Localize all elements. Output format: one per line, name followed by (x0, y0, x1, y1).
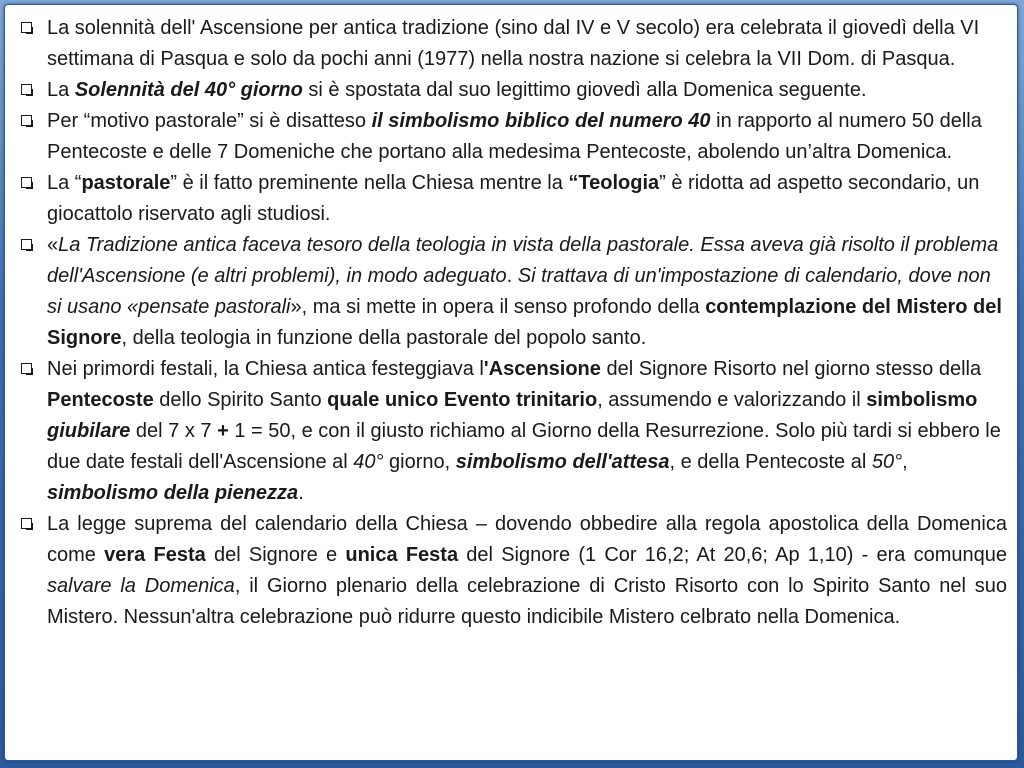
italic-text: 50° (871, 451, 903, 473)
checkbox-bullet-icon (21, 363, 32, 374)
list-item (15, 168, 1007, 230)
bullet-text: La “ (47, 172, 82, 194)
checkbox-bullet-icon (21, 115, 32, 126)
bullet-text: in rapporto al numero 50 della Pentecoste e delle 7 Domeniche che portano alla medesima Pentecoste, abolendo un’altra Domenica. (47, 110, 982, 163)
bold-text: unica Festa (345, 544, 459, 566)
bullet-text: del Signore Risorto nel giorno stesso della (600, 358, 982, 380)
list-item (15, 106, 1007, 168)
italic-text: 40° (353, 451, 384, 473)
bullet-text: , il Giorno plenario della celebrazione di Cristo Risorto con lo Spirito Santo nel suo Mistero. Nessun'altra celebrazione può ridurre questo indicibile Mistero celbrato nella Domenica. (47, 575, 1008, 628)
bold-text: 'Ascensione (483, 358, 601, 380)
list-item (15, 75, 1007, 106)
bullet-text: del Signore e (205, 544, 346, 566)
bold-text: Pentecoste (47, 389, 154, 411)
bold-text: contemplazione del Mistero del Signore (47, 296, 1002, 349)
bold-text: “Teologia (568, 172, 660, 194)
bullet-text: . (506, 265, 518, 287)
emphasis-text: Solennità del 40° giorno (74, 79, 303, 101)
bullet-text: , (902, 451, 908, 473)
emphasis-text: giubilare (47, 420, 131, 442)
emphasis-text: simbolismo della pienezza (47, 482, 299, 504)
bullet-text: , della teologia in funzione della pastorale del popolo santo. (121, 327, 647, 349)
list-item (15, 354, 1007, 509)
bullet-text: giorno, (383, 451, 456, 473)
bold-text: quale unico Evento trinitario (327, 389, 598, 411)
bullet-text: ” è il fatto preminente nella Chiesa mentre la (170, 172, 569, 194)
bullet-text: La legge suprema del calendario della Chiesa – dovendo obbedire alla regola apostolica della Domenica come (47, 513, 1007, 566)
checkbox-bullet-icon (21, 22, 32, 33)
italic-text: Si trattava di un'impostazione di calendario, dove non si usano «pensate pastorali (47, 265, 991, 318)
italic-text: salvare la Domenica (47, 575, 235, 597)
bullet-text: , assumendo e valorizzando il (597, 389, 867, 411)
bullet-text: Nei primordi festali, la Chiesa antica festeggiava l (47, 358, 484, 380)
list-item (15, 13, 1007, 75)
checkbox-bullet-icon (21, 518, 32, 529)
bullet-text: del Signore (1 Cor 16,2; At 20,6; Ap 1,10) - era comunque (458, 544, 1007, 566)
checkbox-bullet-icon (21, 84, 32, 95)
list-item (15, 509, 1007, 633)
bullet-text: 1 = 50, e con il giusto richiamo al Giorno della Resurrezione. Solo più tardi si ebbero le due date festali dell'Ascensione al (47, 420, 1001, 473)
bold-text: vera Festa (104, 544, 206, 566)
bullet-text: dello Spirito Santo (153, 389, 328, 411)
bullet-text: La (47, 79, 75, 101)
bullet-list (15, 13, 1007, 633)
bullet-text: , e della Pentecoste al (669, 451, 872, 473)
list-item (15, 230, 1007, 354)
bullet-text: « (47, 234, 59, 256)
bullet-text: La solennità dell' Ascensione per antica tradizione (sino dal IV e V secolo) era celebrata il giovedì della VI settimana di Pasqua e solo da pochi anni (1977) nella nostra nazione si celebra la VII Dom. di Pasqua. (47, 17, 980, 70)
emphasis-text: simbolismo dell'attesa (455, 451, 670, 473)
checkbox-bullet-icon (21, 177, 32, 188)
bold-text: simbolismo (866, 389, 978, 411)
checkbox-bullet-icon (21, 239, 32, 250)
bullet-text: del 7 x 7 (130, 420, 218, 442)
emphasis-text: il simbolismo biblico del numero 40 (371, 110, 711, 132)
bullet-text: si è spostata dal suo legittimo giovedì alla Domenica seguente. (302, 79, 867, 101)
bullet-text: ” è ridotta ad aspetto secondario, un giocattolo riservato agli studiosi. (47, 172, 980, 225)
bullet-text: », ma si mette in opera il senso profondo della (290, 296, 706, 318)
italic-text: La Tradizione antica faceva tesoro della teologia in vista della pastorale. Essa aveva già risolto il problema dell'Ascensione (e altri problemi), in modo adeguato (47, 234, 999, 287)
bullet-text: . (298, 482, 304, 504)
bullet-text: Per “motivo pastorale” si è disatteso (47, 110, 372, 132)
bold-text: + (217, 420, 229, 442)
content-text-box (4, 4, 1018, 761)
bold-text: pastorale (81, 172, 171, 194)
